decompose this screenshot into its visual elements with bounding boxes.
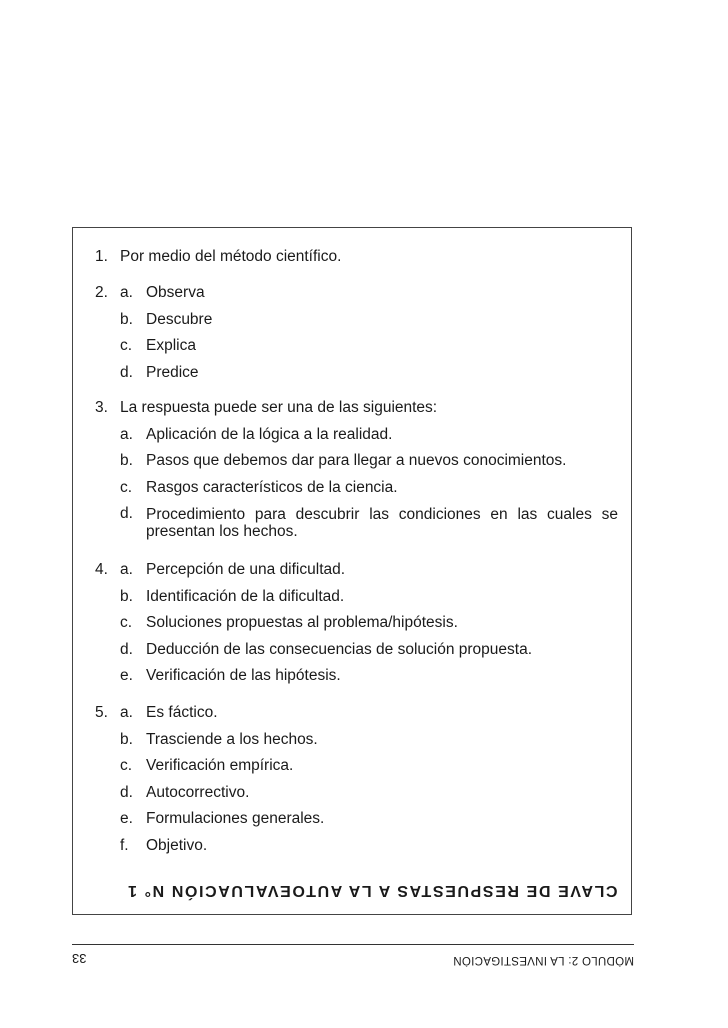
footer-module-title: MÓDULO 2: LA INVESTIGACIÓN [453, 954, 634, 966]
item-letter: b. [120, 730, 133, 748]
item-letter: c. [120, 337, 133, 354]
list-item [95, 475, 617, 502]
page-number: 33 [72, 951, 87, 966]
answer-line [95, 244, 617, 271]
item-text: Soluciones propuestas al problema/hipótesis. [146, 614, 458, 631]
item-letter: a. [120, 425, 133, 443]
item-text: Verificación de las hipótesis. [146, 667, 341, 684]
item-text: Observa [146, 284, 205, 301]
item-letter: d. [120, 505, 133, 522]
list-item [95, 557, 617, 584]
list-item [95, 280, 617, 307]
list-item [95, 360, 617, 387]
list-item [95, 448, 617, 475]
answer-5 [95, 700, 617, 859]
item-text: Explica [146, 337, 196, 354]
item-text: Percepción de una dificultad. [146, 561, 346, 578]
answer-number: 3. [95, 399, 108, 416]
list-item [95, 700, 617, 727]
item-text: Formulaciones generales. [146, 810, 325, 827]
answer-number: 2. [95, 284, 108, 301]
item-letter: a. [120, 561, 133, 578]
list-item [95, 780, 617, 807]
item-text: Autocorrectivo. [146, 783, 250, 801]
item-text: Rasgos característicos de la ciencia. [146, 478, 398, 496]
answer-text: Por medio del método científico. [120, 248, 342, 265]
answer-4 [95, 557, 617, 690]
item-letter: d. [120, 363, 133, 381]
answer-number: 4. [95, 561, 108, 578]
item-letter: b. [120, 587, 133, 605]
item-letter: e. [120, 810, 133, 827]
item-text: Es fáctico. [146, 704, 218, 721]
list-item [95, 584, 617, 611]
item-text: Trasciende a los hechos. [146, 730, 318, 748]
item-letter: d. [120, 783, 133, 801]
answer-3 [95, 395, 617, 541]
list-item [95, 610, 617, 637]
item-text: Aplicación de la lógica a la realidad. [146, 425, 393, 443]
item-letter: a. [120, 704, 133, 721]
list-item [95, 727, 617, 754]
list-item [95, 307, 617, 334]
item-letter: a. [120, 284, 133, 301]
answer-key-box [72, 227, 632, 915]
item-letter: f. [120, 836, 129, 854]
item-letter: e. [120, 667, 133, 684]
item-text: Deducción de las consecuencias de solución propuesta. [146, 640, 533, 658]
box-title-upside-down: CLAVE DE RESPUESTAS A LA AUTOEVALUACIÓN N° 1 [126, 882, 618, 899]
item-text: Pasos que debemos dar para llegar a nuevos conocimientos. [146, 452, 567, 469]
list-item [95, 501, 617, 541]
item-letter: c. [120, 478, 133, 496]
answer-text: La respuesta puede ser una de las siguientes: [120, 399, 438, 416]
list-item [95, 833, 617, 860]
item-letter: b. [120, 452, 133, 469]
list-item [95, 422, 617, 449]
list-item [95, 663, 617, 690]
answer-2 [95, 280, 617, 386]
item-text: Objetivo. [146, 836, 208, 854]
item-letter: b. [120, 310, 133, 328]
answer-number: 5. [95, 704, 108, 721]
item-text: Verificación empírica. [146, 757, 294, 774]
footer-divider [72, 944, 634, 945]
item-text: Descubre [146, 310, 213, 328]
list-item [95, 806, 617, 833]
item-letter: c. [120, 757, 133, 774]
list-item [95, 333, 617, 360]
item-text: Predice [146, 363, 199, 381]
list-item [95, 637, 617, 664]
item-text: Identificación de la dificultad. [146, 587, 345, 605]
item-letter: c. [120, 614, 133, 631]
item-text: Procedimiento para descubrir las condiciones en las cuales se presentan los hechos. [146, 506, 618, 540]
answer-line [95, 395, 617, 422]
list-item [95, 753, 617, 780]
page-footer-upside-down [72, 946, 634, 966]
answer-1 [95, 244, 617, 271]
answer-number: 1. [95, 248, 108, 265]
item-letter: d. [120, 640, 133, 658]
